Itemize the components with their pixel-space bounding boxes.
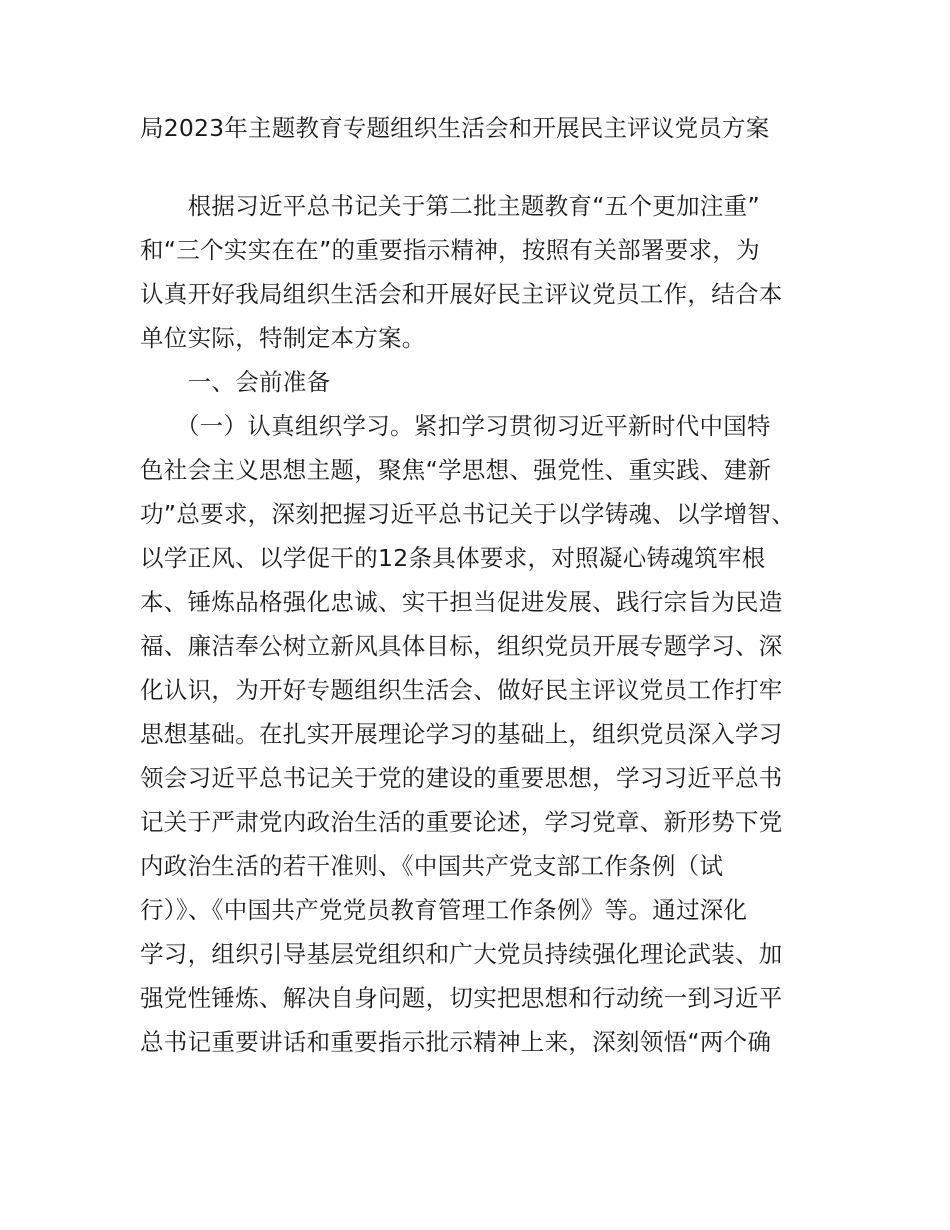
paragraph-line: 单位实际，特制定本方案。 [140, 324, 426, 352]
paragraph-line: 领会习近平总书记关于党的建设的重要思想，学习习近平总书 [140, 764, 783, 792]
document-title: 局2023年主题教育专题组织生活会和开展民主评议党员方案 [140, 114, 770, 142]
paragraph-line: 学习，组织引导基层党组织和广大党员持续强化理论武装、加 [140, 940, 783, 968]
paragraph-line: 本、锤炼品格强化忠诚、实干担当促进发展、践行宗旨为民造 [140, 588, 783, 616]
paragraph-line: 和“三个实实在在”的重要指示精神，按照有关部署要求，为 [140, 236, 760, 264]
document-body [140, 184, 820, 1064]
section-heading: 一、会前准备 [140, 368, 331, 396]
paragraph-line: 内政治生活的若干准则、《中国共产党支部工作条例（试 [140, 852, 724, 880]
paragraph-line: 强党性锤炼、解决自身问题，切实把思想和行动统一到习近平 [140, 984, 783, 1012]
paragraph-line: 行）》、《中国共产党党员教育管理工作条例》等。通过深化 [140, 896, 748, 924]
paragraph-line: 色社会主义思想主题，聚焦“学思想、强党性、重实践、建新 [140, 456, 772, 484]
paragraph-line: 功”总要求，深刻把握习近平总书记关于以学铸魂、以学增智、 [140, 500, 796, 528]
paragraph-line: 福、廉洁奉公树立新风具体目标，组织党员开展专题学习、深 [140, 632, 783, 660]
paragraph-line: 总书记重要讲话和重要指示批示精神上来，深刻领悟“两个确 [140, 1028, 772, 1056]
paragraph-line: 以学正风、以学促干的12条具体要求，对照凝心铸魂筑牢根 [140, 544, 766, 572]
paragraph-line: 认真开好我局组织生活会和开展好民主评议党员工作，结合本 [140, 280, 783, 308]
paragraph-line: 根据习近平总书记关于第二批主题教育“五个更加注重” [140, 192, 760, 220]
paragraph-line: 思想基础。在扎实开展理论学习的基础上，组织党员深入学习 [140, 720, 783, 748]
paragraph-line: 记关于严肃党内政治生活的重要论述，学习党章、新形势下党 [140, 808, 783, 836]
paragraph-line: （一）认真组织学习。紧扣学习贯彻习近平新时代中国特 [140, 412, 771, 440]
paragraph-line: 化认识，为开好专题组织生活会、做好民主评议党员工作打牢 [140, 676, 783, 704]
